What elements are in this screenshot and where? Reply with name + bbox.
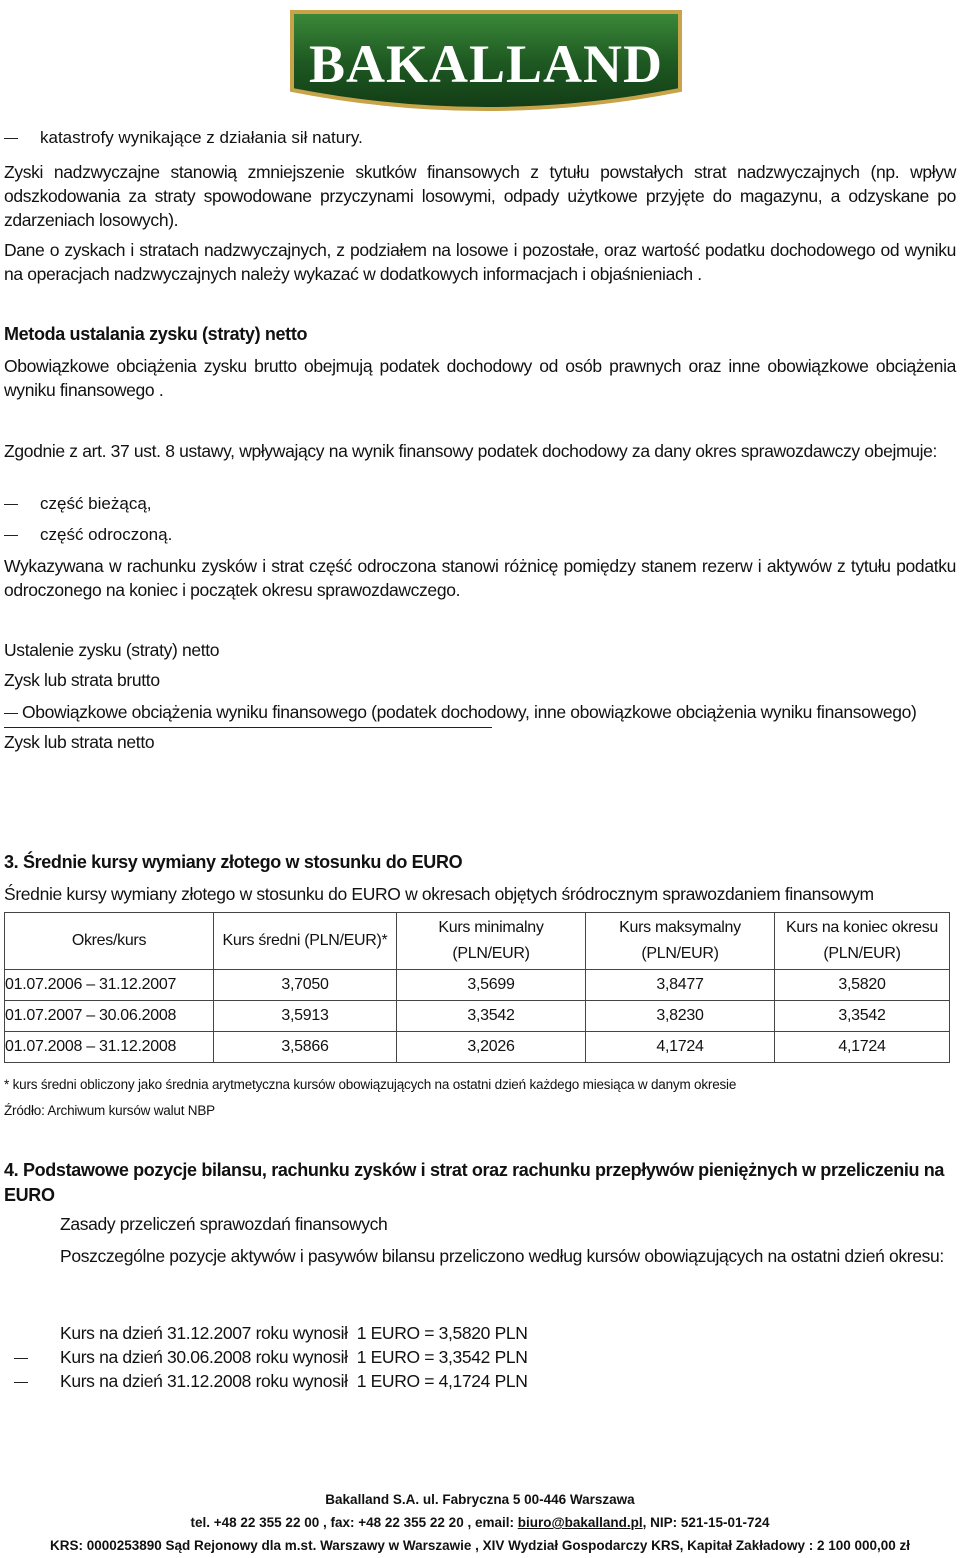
extraordinary-profits-paragraph: Zyski nadzwyczajne stanowią zmniejszenie skutków finansowych z tytułu powstałych strat nadzwyczajnych (np. wpływ odszkodowania za straty spowodowane przyczynami losowymi, odpady użytkowe przyjęte do magazynu, a odzyskane po zdarzeniach losowych). bbox=[4, 162, 956, 230]
deferred-tax-paragraph: Wykazywana w rachunku zysków i strat część odroczona stanowi różnicę pomiędzy stanem rezerw i aktywów z tytułu podatku odroczonego na koniec i początek okresu sprawozdawczego. bbox=[4, 556, 956, 600]
rate-line-2008-06: Kurs na dzień 30.06.2008 roku wynosił 1 EURO = 3,3542 PLN bbox=[14, 1347, 528, 1368]
rate-line-2008-12: Kurs na dzień 31.12.2008 roku wynosił 1 EURO = 4,1724 PLN bbox=[14, 1371, 528, 1392]
header-min-rate: Kurs minimalny (PLN/EUR) bbox=[397, 913, 586, 970]
art-37-paragraph: Zgodnie z art. 37 ust. 8 ustawy, wpływający na wynik finansowy podatek dochodowy za dany okres sprawozdawczy obejmuje: bbox=[4, 441, 938, 461]
section-4-heading-line1: 4. Podstawowe pozycje bilansu, rachunku zysków i strat oraz rachunku przepływów pieniężnych w przeliczeniu na bbox=[4, 1160, 945, 1180]
mandatory-charges-paragraph: Obowiązkowe obciążenia zysku brutto obejmują podatek dochodowy od osób prawnych oraz inne obowiązkowe obciążenia wyniku finansowego . bbox=[4, 356, 956, 400]
conversion-rules-subheading: Zasady przeliczeń sprawozdań finansowych bbox=[60, 1214, 388, 1234]
bullet-deferred-part: część odroczoną. bbox=[4, 525, 172, 545]
dash-icon bbox=[4, 535, 18, 536]
footer-address: Bakalland S.A. ul. Fabryczna 5 00-446 Warszawa bbox=[325, 1492, 635, 1507]
bullet-current-part: część bieżącą, bbox=[4, 494, 152, 514]
table-header-row bbox=[5, 913, 950, 970]
extraordinary-data-paragraph: Dane o zyskach i stratach nadzwyczajnych, z podziałem na losowe i pozostałe, oraz wartość podatku dochodowego od wyniku na operacjach nadzwyczajnych należy wykazać w dodatkowych informacjach i objaśnieniach . bbox=[4, 240, 956, 284]
bakalland-logo bbox=[286, 8, 686, 116]
conversion-rules-paragraph: Poszczególne pozycje aktywów i pasywów bilansu przeliczono według kursów obowiązujących na ostatni dzień okresu: bbox=[60, 1246, 944, 1266]
table-row: 01.07.2008 – 31.12.2008 3,5866 3,2026 4,1724 4,1724 bbox=[5, 1032, 950, 1063]
logo-text: BAKALLAND bbox=[308, 34, 664, 94]
gross-profit-line: Zysk lub strata brutto bbox=[4, 670, 160, 690]
net-profit-method-heading: Metoda ustalania zysku (straty) netto bbox=[4, 324, 308, 344]
net-profit-line: Zysk lub strata netto bbox=[4, 732, 155, 752]
header-period: Okres/kurs bbox=[5, 913, 214, 970]
header-end-rate: Kurs na koniec okresu (PLN/EUR) bbox=[775, 913, 950, 970]
calculation-title: Ustalenie zysku (straty) netto bbox=[4, 640, 220, 660]
minus-icon bbox=[4, 713, 18, 714]
footer-contact: tel. +48 22 355 22 00 , fax: +48 22 355 22 20 , email: biuro@bakalland.pl, NIP: 521-15-01-724 bbox=[190, 1515, 770, 1530]
sum-rule bbox=[4, 727, 492, 728]
dash-icon bbox=[14, 1358, 28, 1359]
section-3-subtitle: Średnie kursy wymiany złotego w stosunku do EURO w okresach objętych śródrocznym sprawozdaniem finansowym bbox=[4, 884, 874, 904]
bullet-natural-disasters: katastrofy wynikające z działania sił natury. bbox=[4, 128, 363, 148]
exchange-rates-table bbox=[4, 912, 950, 1063]
dash-icon bbox=[4, 138, 18, 139]
table-row: 01.07.2007 – 30.06.2008 3,5913 3,3542 3,8230 3,3542 bbox=[5, 1001, 950, 1032]
mandatory-charges-line: Obowiązkowe obciążenia wyniku finansowego (podatek dochodowy, inne obowiązkowe obciążenia wyniku finansowego) bbox=[4, 702, 916, 723]
table-row: 01.07.2006 – 31.12.2007 3,7050 3,5699 3,8477 3,5820 bbox=[5, 970, 950, 1001]
average-rate-footnote: * kurs średni obliczony jako średnia arytmetyczna kursów obowiązujących na ostatni dzień każdego miesiąca w danym okresie bbox=[4, 1077, 737, 1092]
rate-line-2007: Kurs na dzień 31.12.2007 roku wynosił 1 EURO = 3,5820 PLN bbox=[60, 1323, 528, 1343]
footer-email-link[interactable]: biuro@bakalland.pl bbox=[517, 1515, 643, 1530]
source-note: Źródło: Archiwum kursów walut NBP bbox=[4, 1103, 215, 1118]
dash-icon bbox=[14, 1382, 28, 1383]
footer-registration: KRS: 0000253890 Sąd Rejonowy dla m.st. Warszawy w Warszawie , XIV Wydział Gospodarczy KRS, Kapitał Zakładowy : 2 100 000,00 zł bbox=[49, 1538, 911, 1553]
header-max-rate: Kurs maksymalny (PLN/EUR) bbox=[586, 913, 775, 970]
section-3-heading: 3. Średnie kursy wymiany złotego w stosunku do EURO bbox=[4, 852, 463, 872]
dash-icon bbox=[4, 504, 18, 505]
section-4-heading-line2: EURO bbox=[4, 1185, 55, 1205]
header-avg-rate: Kurs średni (PLN/EUR)* bbox=[214, 913, 397, 970]
